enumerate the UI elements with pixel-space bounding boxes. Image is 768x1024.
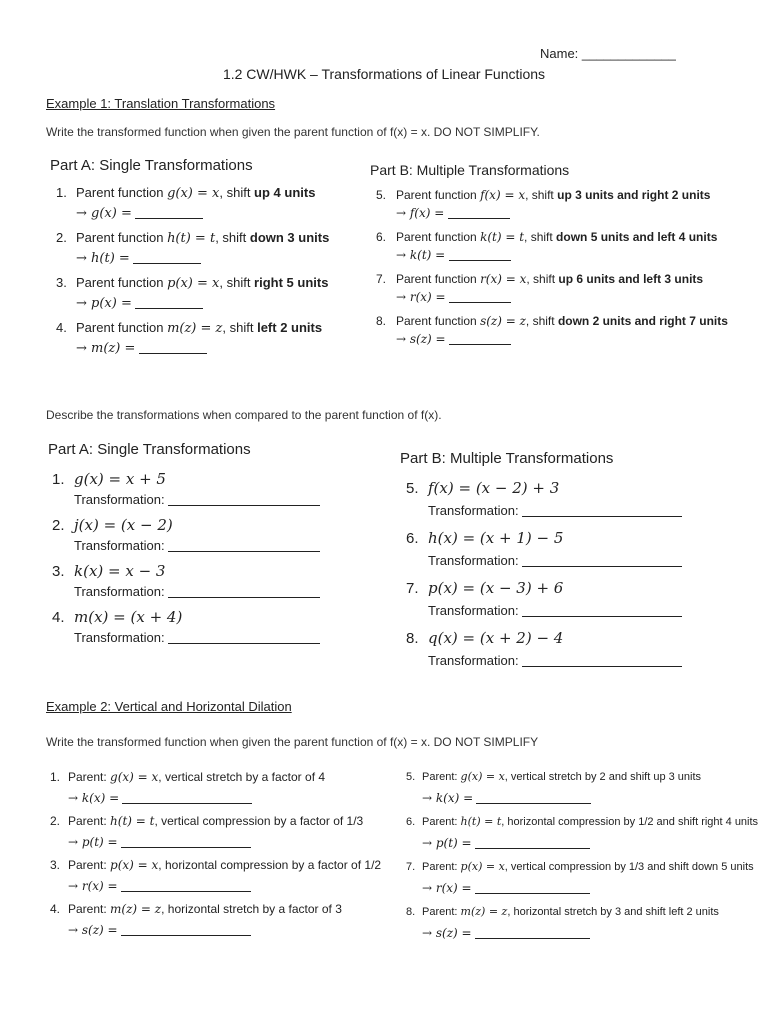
dilation-right-list — [406, 770, 758, 940]
transformation-blank[interactable] — [168, 539, 320, 552]
question-7: 7. Parent function r(x) = x, shift up 6 units and left 3 units — [376, 272, 704, 286]
dilation-answer-5: → k(x) = — [406, 791, 758, 805]
answer-blank[interactable] — [449, 332, 511, 345]
transformation-3: Transformation: — [52, 584, 320, 599]
transformation-blank[interactable] — [522, 554, 682, 567]
transformation-6: Transformation: — [406, 553, 682, 568]
answer-3: → p(x) = — [56, 295, 329, 311]
describe-8: 8. q(x) = (x + 2) − 4 — [406, 629, 564, 647]
dilation-1: 1. Parent: g(x) = x, vertical stretch by a factor of 4 — [50, 770, 326, 784]
question-8: 8. Parent function s(z) = z, shift down 2 units and right 7 units — [376, 314, 728, 328]
dilation-answer-4: → s(z) = — [50, 923, 381, 937]
answer-4: → m(z) = — [56, 340, 329, 356]
example-1-instructions: Write the transformed function when given the parent function of f(x) = x. DO NOT SIMPLIFY. — [46, 125, 540, 139]
part-b-list — [376, 188, 728, 346]
answer-blank[interactable] — [475, 881, 590, 894]
answer-blank[interactable] — [139, 341, 207, 354]
dilation-left-list — [50, 770, 381, 937]
describe-1: 1. g(x) = x + 5 — [52, 470, 166, 488]
part-b-heading: Part B: Multiple Transformations — [370, 162, 570, 178]
part-a-heading: Part A: Single Transformations — [50, 157, 253, 174]
describe-instructions: Describe the transformations when compared to the parent function of f(x). — [46, 408, 442, 422]
example-2-instructions: Write the transformed function when given the parent function of f(x) = x. DO NOT SIMPLIFY — [46, 735, 539, 749]
describe-5: 5. f(x) = (x − 2) + 3 — [406, 479, 560, 497]
answer-blank[interactable] — [476, 791, 591, 804]
part-b2-heading: Part B: Multiple Transformations — [400, 450, 614, 467]
answer-blank[interactable] — [122, 791, 252, 804]
describe-7: 7. p(x) = (x − 3) + 6 — [406, 579, 564, 597]
dilation-answer-8: → s(z) = — [406, 926, 758, 940]
answer-blank[interactable] — [121, 879, 251, 892]
answer-blank[interactable] — [475, 836, 590, 849]
dilation-8: 8. Parent: m(z) = z, horizontal stretch by 3 and shift left 2 units — [406, 905, 719, 918]
transformation-blank[interactable] — [168, 493, 320, 506]
question-4: 4. Parent function m(z) = z, shift left 2 units — [56, 320, 323, 336]
question-6: 6. Parent function k(t) = t, shift down 5 units and left 4 units — [376, 230, 718, 244]
answer-2: → h(t) = — [56, 250, 329, 266]
answer-blank[interactable] — [121, 923, 251, 936]
part-a-list — [56, 185, 329, 356]
answer-blank[interactable] — [449, 290, 511, 303]
dilation-7: 7. Parent: p(x) = x, vertical compression by 1/3 and shift down 5 units — [406, 860, 754, 873]
question-2: 2. Parent function h(t) = t, shift down 3 units — [56, 230, 330, 246]
example-1-heading: Example 1: Translation Transformations — [46, 96, 276, 111]
dilation-answer-1: → k(x) = — [50, 791, 381, 805]
worksheet-title: 1.2 CW/HWK – Transformations of Linear Functions — [222, 66, 546, 82]
transformation-blank[interactable] — [522, 504, 682, 517]
answer-blank[interactable] — [449, 248, 511, 261]
part-b2-list — [406, 479, 682, 668]
transformation-4: Transformation: — [52, 630, 320, 645]
question-1: 1. Parent function g(x) = x, shift up 4 units — [56, 185, 316, 201]
answer-blank[interactable] — [133, 251, 201, 264]
name-field-label: Name: _____________ — [540, 46, 676, 61]
question-3: 3. Parent function p(x) = x, shift right 5 units — [56, 275, 329, 291]
transformation-8: Transformation: — [406, 653, 682, 668]
transformation-2: Transformation: — [52, 538, 320, 553]
dilation-6: 6. Parent: h(t) = t, horizontal compression by 1/2 and shift right 4 units — [406, 815, 759, 828]
answer-blank[interactable] — [135, 296, 203, 309]
part-a2-heading: Part A: Single Transformations — [48, 441, 251, 458]
transformation-blank[interactable] — [168, 631, 320, 644]
dilation-3: 3. Parent: p(x) = x, horizontal compression by a factor of 1/2 — [50, 858, 382, 872]
transformation-7: Transformation: — [406, 603, 682, 618]
describe-4: 4. m(x) = (x + 4) — [52, 608, 183, 626]
answer-blank[interactable] — [121, 835, 251, 848]
dilation-4: 4. Parent: m(z) = z, horizontal stretch by a factor of 3 — [50, 902, 342, 916]
answer-6: → k(t) = — [376, 248, 728, 262]
answer-7: → r(x) = — [376, 290, 728, 304]
answer-blank[interactable] — [135, 206, 203, 219]
dilation-answer-2: → p(t) = — [50, 835, 381, 849]
transformation-1: Transformation: — [52, 492, 320, 507]
transformation-blank[interactable] — [522, 604, 682, 617]
dilation-answer-3: → r(x) = — [50, 879, 381, 893]
answer-1: → g(x) = — [56, 205, 329, 221]
transformation-blank[interactable] — [168, 585, 320, 598]
transformation-5: Transformation: — [406, 503, 682, 518]
describe-2: 2. j(x) = (x − 2) — [52, 516, 173, 534]
answer-5: → f(x) = — [376, 206, 728, 220]
dilation-answer-6: → p(t) = — [406, 836, 758, 850]
answer-blank[interactable] — [448, 206, 510, 219]
answer-8: → s(z) = — [376, 332, 728, 346]
example-2-heading: Example 2: Vertical and Horizontal Dilation — [46, 699, 292, 714]
part-a2-list — [52, 470, 320, 645]
question-5: 5. Parent function f(x) = x, shift up 3 units and right 2 units — [376, 188, 711, 202]
dilation-5: 5. Parent: g(x) = x, vertical stretch by 2 and shift up 3 units — [406, 770, 702, 783]
describe-6: 6. h(x) = (x + 1) − 5 — [406, 529, 564, 547]
dilation-answer-7: → r(x) = — [406, 881, 758, 895]
describe-3: 3. k(x) = x − 3 — [52, 562, 166, 580]
dilation-2: 2. Parent: h(t) = t, vertical compression by a factor of 1/3 — [50, 814, 364, 828]
transformation-blank[interactable] — [522, 654, 682, 667]
answer-blank[interactable] — [475, 926, 590, 939]
